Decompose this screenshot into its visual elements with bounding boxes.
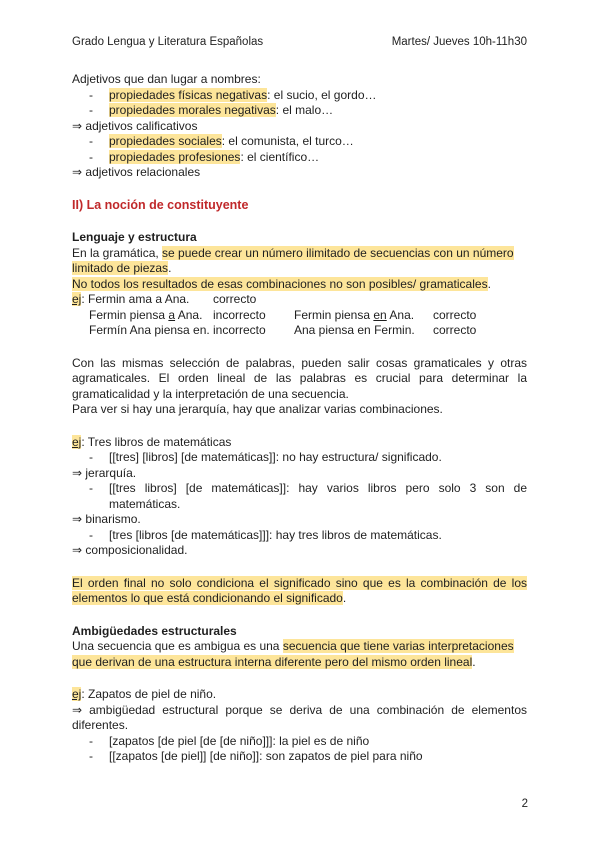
example-text: : Fermin ama a Ana. — [81, 292, 190, 306]
paragraph-line — [72, 639, 527, 655]
arrow-line: ⇒ adjetivos calificativos — [72, 118, 198, 133]
paragraph-line: ⇒ ambigüedad estructural porque se deriva de una combinación de elementos — [72, 702, 527, 717]
example-text: : Tres libros de matemáticas — [81, 434, 232, 449]
ej-label: ej — [72, 292, 82, 306]
list-text: [[zapatos [de piel]] [de niño]]: son zapatos de piel para niño — [109, 749, 423, 763]
paragraph-text: . — [487, 276, 491, 291]
example-cell — [294, 308, 433, 324]
highlight-text: se puede crear un número ilimitado de secuencias con un número — [162, 245, 514, 260]
bullet-dash: - — [89, 749, 93, 763]
highlight-text: propiedades profesiones — [109, 149, 241, 164]
arrow-line: ⇒ jerarquía. — [72, 465, 137, 480]
bullet-dash: - — [89, 450, 93, 464]
example-verdict: correcto — [433, 307, 477, 322]
ej-label: ej — [72, 687, 82, 701]
paragraph-line: Para ver si hay una jerarquía, hay que analizar varias combinaciones. — [72, 402, 443, 416]
example-text: Ana. — [386, 307, 415, 322]
list-text: [tres [libros [de matemáticas]]]: hay tres libros de matemáticas. — [109, 527, 442, 542]
paragraph-line — [72, 591, 527, 607]
bullet-dash: - — [89, 733, 93, 748]
list-item — [72, 150, 527, 166]
arrow-line: ⇒ adjetivos relacionales — [72, 165, 201, 179]
highlight-text: propiedades morales negativas — [109, 103, 276, 117]
section-title: II) La noción de constituyente — [72, 197, 249, 212]
paragraph-text: En la gramática, — [72, 245, 163, 260]
list-text: : el malo… — [275, 103, 334, 117]
bullet-dash: - — [89, 149, 93, 164]
header-schedule: Martes/ Jueves 10h-11h30 — [391, 36, 527, 48]
bullet-dash: - — [89, 527, 93, 542]
example-verdict: correcto — [213, 292, 257, 306]
paragraph-text: . — [168, 261, 172, 275]
list-item — [72, 749, 527, 765]
list-item — [72, 103, 527, 119]
example-text: : Zapatos de piel de niño. — [81, 687, 217, 701]
highlight-text: elementos lo que está condicionando el significado — [72, 591, 343, 605]
list-item — [72, 528, 527, 544]
page-number: 2 — [521, 798, 528, 810]
paragraph-line — [72, 655, 527, 671]
highlight-text: propiedades sociales — [109, 134, 222, 148]
paragraph — [72, 246, 527, 262]
highlight-text: secuencia que tiene varias interpretaciones — [282, 639, 514, 653]
example-text: en — [373, 307, 387, 322]
paragraph-line: diferentes. — [72, 718, 129, 732]
example-text: Ana piensa en Fermin. — [294, 323, 415, 337]
list-text: : el comunista, el turco… — [221, 134, 354, 148]
example-text: Fermín Ana piensa en. — [89, 323, 210, 337]
paragraph-line: Con las mismas selección de palabras, pueden salir cosas gramaticales y otras — [72, 355, 527, 370]
list-item — [72, 88, 527, 104]
list-text: [[tres libros] [de matemáticas]]: hay varios libros pero solo 3 son de — [109, 481, 527, 495]
example-verdict: incorrecto — [213, 307, 266, 322]
document-body — [72, 72, 527, 765]
example-text: Ana. — [175, 307, 203, 322]
example-cell — [89, 308, 213, 324]
list-text: [zapatos [de piel [de [de niño]]]: la piel es de niño — [109, 733, 370, 748]
example-verdict: incorrecto — [213, 323, 266, 337]
example-row — [72, 323, 527, 339]
list-item — [72, 734, 527, 750]
paragraph-line — [72, 261, 527, 277]
example-text: Fermin piensa — [89, 307, 169, 322]
bullet-dash: - — [89, 87, 93, 102]
bullet-dash: - — [89, 134, 93, 148]
paragraph-text: . — [472, 654, 476, 669]
list-text: : el científico… — [240, 149, 320, 164]
highlight-text: No todos los resultados de esas combinaciones no son posibles/ gramaticales — [72, 276, 488, 291]
intro-line: Adjetivos que dan lugar a nombres: — [72, 72, 261, 86]
ej-label: ej — [72, 434, 82, 449]
example-line — [72, 435, 527, 451]
list-item — [72, 481, 527, 512]
paragraph-line: gramaticalidad y la interpretación de una secuencia. — [72, 386, 349, 401]
example-cell — [72, 292, 213, 308]
bullet-dash: - — [89, 103, 93, 117]
list-item — [72, 134, 527, 150]
header-course: Grado Lengua y Literatura Españolas — [72, 36, 264, 48]
highlight-text: propiedades físicas negativas — [109, 87, 268, 102]
arrow-line: ⇒ composicionalidad. — [72, 543, 188, 557]
example-line — [72, 687, 527, 703]
highlight-text: que derivan de una estructura interna diferente pero del mismo orden lineal — [72, 654, 473, 669]
list-item — [72, 450, 527, 466]
paragraph-line — [72, 277, 527, 293]
list-text: : el sucio, el gordo… — [267, 87, 377, 102]
list-text: matemáticas. — [109, 496, 181, 511]
list-text: [[tres] [libros] [de matemáticas]]: no hay estructura/ significado. — [109, 450, 442, 464]
subsection-title: Ambigüedades estructurales — [72, 623, 237, 638]
example-text: a — [168, 307, 176, 322]
example-verdict: correcto — [433, 323, 477, 337]
bullet-dash: - — [89, 481, 93, 495]
example-text: Fermin piensa — [294, 307, 374, 322]
paragraph-text: . — [342, 591, 347, 605]
example-row — [72, 308, 527, 324]
highlight-text: limitado de piezas — [72, 261, 169, 275]
example-row — [72, 292, 527, 308]
arrow-line: ⇒ binarismo. — [72, 512, 141, 526]
paragraph-line: agramaticales. El orden lineal de las palabras es crucial para determinar la — [72, 371, 527, 385]
highlight-text: El orden final no solo condiciona el significado sino que es la combinación de los — [72, 575, 527, 590]
subsection-title: Lenguaje y estructura — [72, 230, 197, 244]
paragraph-line — [72, 576, 527, 592]
paragraph-text: Una secuencia que es ambigua es una — [72, 639, 283, 653]
